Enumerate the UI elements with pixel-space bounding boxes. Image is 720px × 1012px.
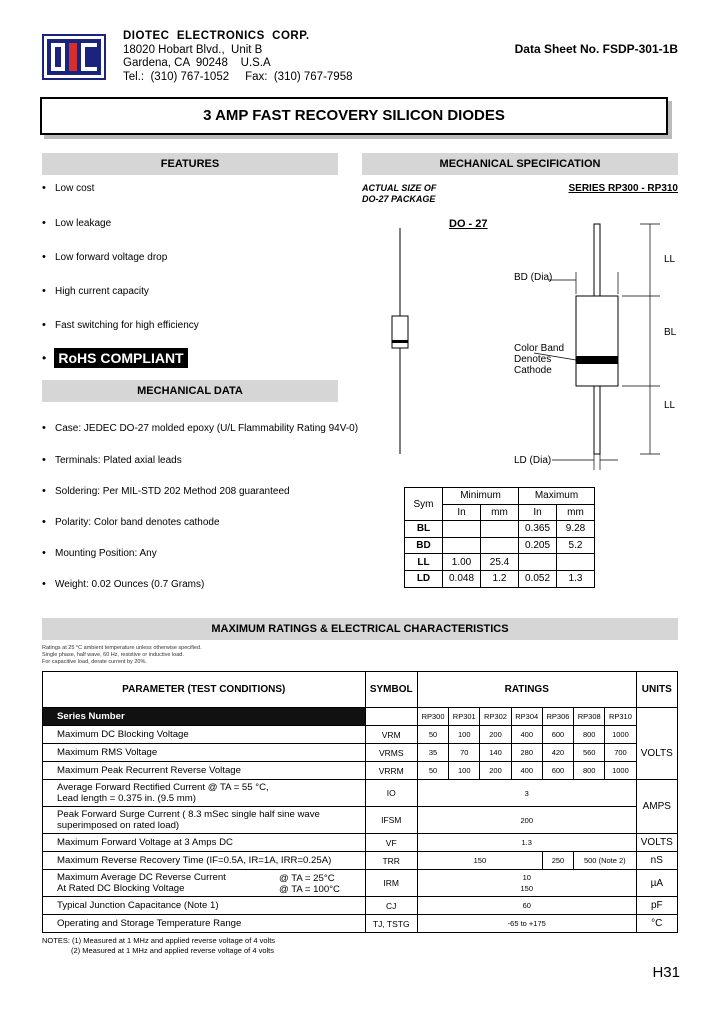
feature-item: • Low cost: [42, 183, 94, 194]
color-band-label-2: Denotes: [514, 354, 552, 365]
series-label: SERIES RP300 - RP310: [568, 183, 678, 194]
ratings-table: [42, 671, 678, 933]
rating-conditions: [42, 645, 202, 666]
units-amps: AMPS: [636, 780, 677, 834]
condition-line: For capacitive load, derate current by 20%.: [42, 659, 147, 665]
mech-data-item: • Mounting Position: Any: [42, 548, 157, 559]
header-symbol: SYMBOL: [365, 672, 417, 708]
feature-item: • High current capacity: [42, 286, 149, 297]
mech-data-item: • Soldering: Per MIL-STD 202 Method 208 guaranteed: [42, 486, 290, 497]
feature-item: • Fast switching for high efficiency: [42, 320, 199, 331]
table-row: Peak Forward Surge Current ( 8.3 mSec single half sine wave superimposed on rated load) IFSM 200: [43, 807, 678, 834]
table-row: Maximum Peak Recurrent Reverse Voltage VRRM 50 100 200 400 600 800 1000: [43, 762, 678, 780]
company-info: [123, 30, 353, 84]
table-row: Average Forward Rectified Current @ TA = 55 °C, Lead length = 0.375 in. (9.5 mm) IO 3 AMPS: [43, 780, 678, 807]
package-label: DO - 27: [449, 218, 488, 230]
rohs-bullet-icon: •: [42, 351, 47, 365]
company-phone: Tel.: (310) 767-1052 Fax: (310) 767-7958: [123, 70, 353, 83]
table-row: Maximum DC Blocking Voltage VRM 50 100 200 400 600 800 1000: [43, 726, 678, 744]
note-2: (2) Measured at 1 MHz and applied reverse voltage of 4 volts: [71, 946, 275, 955]
dim-row: BD 0.205 5.2: [405, 537, 595, 554]
dim-header-in: In: [519, 504, 557, 521]
table-row: Maximum Average DC Reverse Current At Rated DC Blocking Voltage @ TA = 25°C @ TA = 100°C IRM 10 150 µA: [43, 870, 678, 897]
header-parameter: PARAMETER (TEST CONDITIONS): [43, 672, 366, 708]
table-row: Maximum RMS Voltage VRMS 35 70 140 280 420 560 700: [43, 744, 678, 762]
color-band-label: Color Band: [514, 343, 565, 354]
mech-data-item: • Terminals: Plated axial leads: [42, 455, 182, 466]
dim-row: LD 0.048 1.2 0.052 1.3: [405, 570, 595, 587]
company-name: DIOTEC ELECTRONICS CORP.: [123, 30, 310, 42]
condition-line: Single phase, half wave, 60 Hz, resistive or inductive load.: [42, 652, 184, 658]
series-label-cell: Series Number: [43, 708, 366, 726]
mech-data-item: • Case: JEDEC DO-27 molded epoxy (U/L Flammability Rating 94V-0): [42, 423, 358, 434]
color-band-label-3: Cathode: [514, 365, 552, 376]
rohs-badge: RoHS COMPLIANT: [54, 348, 188, 368]
page-number: H31: [652, 964, 680, 981]
mech-data-item: • Polarity: Color band denotes cathode: [42, 517, 220, 528]
dim-header-sym: Sym: [405, 488, 443, 521]
company-address-1: 18020 Hobart Blvd., Unit B: [123, 43, 263, 56]
dim-header-mm: mm: [481, 504, 519, 521]
page-title: 3 AMP FAST RECOVERY SILICON DIODES: [203, 107, 505, 124]
actual-size-diode-drawing: [385, 228, 415, 454]
mechanical-data-heading: MECHANICAL DATA: [42, 380, 338, 402]
feature-item: • Low leakage: [42, 218, 111, 229]
table-row: Operating and Storage Temperature Range TJ, TSTG -65 to +175 °C: [43, 915, 678, 933]
diotec-logo: [42, 34, 106, 80]
dim-label-bd: BD (Dia): [514, 272, 553, 283]
dim-header-min: Minimum: [443, 488, 519, 505]
table-row: Maximum Forward Voltage at 3 Amps DC VF 1.3 VOLTS: [43, 834, 678, 852]
mech-data-item: • Weight: 0.02 Ounces (0.7 Grams): [42, 579, 204, 590]
notes-label: NOTES:: [42, 936, 70, 945]
notes: [42, 936, 275, 956]
dim-row: LL 1.00 25.4: [405, 554, 595, 571]
dim-header-max: Maximum: [519, 488, 595, 505]
header-units: UNITS: [636, 672, 677, 708]
dim-header-mm: mm: [557, 504, 595, 521]
datasheet-number: Data Sheet No. FSDP-301-1B: [514, 42, 678, 56]
ratings-heading: MAXIMUM RATINGS & ELECTRICAL CHARACTERISTICS: [42, 618, 678, 640]
dim-label-ll-top: LL: [664, 254, 676, 265]
dim-row: BL 0.365 9.28: [405, 521, 595, 538]
dim-label-ll-bottom: LL: [664, 400, 676, 411]
company-address-2: Gardena, CA 90248 U.S.A: [123, 57, 271, 69]
dim-header-in: In: [443, 504, 481, 521]
title-box: [40, 97, 668, 135]
actual-size-label: ACTUAL SIZE OF: [362, 183, 437, 193]
table-row: Typical Junction Capacitance (Note 1) CJ 60 pF: [43, 897, 678, 915]
condition-line: Ratings at 25 °C ambient temperature unless otherwise specified.: [42, 645, 202, 651]
features-heading: FEATURES: [42, 153, 338, 175]
header-ratings: RATINGS: [417, 672, 636, 708]
table-row: Maximum Reverse Recovery Time (IF=0.5A, IR=1A, IRR=0.25A) TRR 150 250 500 (Note 2) nS: [43, 852, 678, 870]
feature-item: • Low forward voltage drop: [42, 252, 167, 263]
dimension-table: [404, 487, 595, 588]
mech-spec-heading: MECHANICAL SPECIFICATION: [362, 153, 678, 175]
note-1: (1) Measured at 1 MHz and applied reverse voltage of 4 volts: [72, 936, 276, 945]
dim-label-ld: LD (Dia): [514, 455, 552, 466]
series-row: Series Number RP300 RP301 RP302 RP304 RP306 RP308 RP310 VOLTS: [43, 708, 678, 726]
dim-label-bl: BL: [664, 327, 677, 338]
units-volts: VOLTS: [636, 708, 677, 780]
actual-size-label-2: DO-27 PACKAGE: [362, 194, 436, 204]
